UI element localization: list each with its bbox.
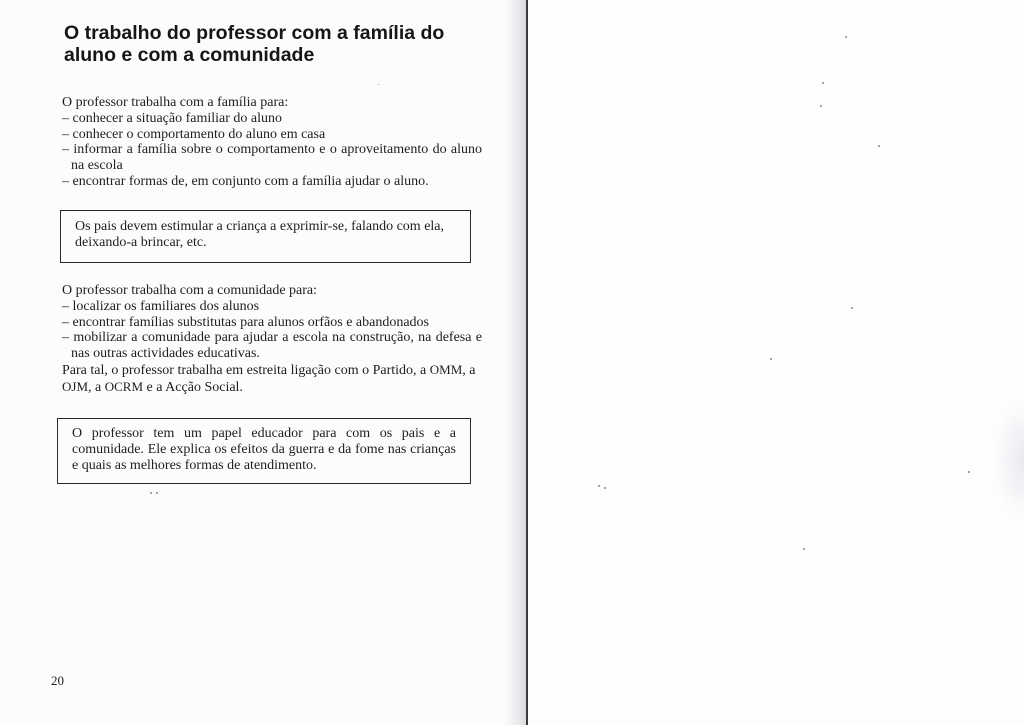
paper-speck: [822, 82, 824, 84]
page-curl-shadow: [994, 400, 1024, 520]
page-title: O trabalho do professor com a família do aluno e com a comunidade: [64, 22, 445, 66]
paper-speck: [803, 548, 805, 550]
community-intro: O professor trabalha com a comunidade para:: [62, 283, 318, 298]
family-section: [62, 95, 482, 190]
community-section: [62, 283, 482, 396]
list-item: – conhecer o comportamento do aluno em casa: [62, 126, 326, 142]
paper-speck: [150, 492, 152, 494]
paper-speck: [878, 145, 880, 147]
community-list: [62, 299, 482, 362]
family-intro: O professor trabalha com a família para:: [62, 95, 289, 110]
paper-speck: [968, 471, 970, 473]
list-item: – encontrar famílias substitutas para alunos orfãos e abandonados: [62, 314, 430, 330]
paper-speck: [851, 307, 853, 309]
page-number: 20: [51, 673, 64, 688]
educator-note-text: O professor tem um papel educador para com os pais e a comunidade. Ele explica os efeitos da guerra e da fome nas crianças e quais as melhores formas de atendimento.: [72, 426, 456, 473]
paper-speck: [604, 487, 606, 489]
org-omm: OMM: [429, 361, 463, 377]
book-spine-shadow: [505, 0, 527, 725]
educator-note-box: [57, 418, 471, 484]
org-ojm: OJM: [62, 378, 89, 394]
parents-note-box: [60, 210, 471, 263]
list-item: – conhecer a situação familiar do aluno: [62, 110, 283, 126]
community-closing: Para tal, o professor trabalha em estreita ligação com o Partido, a OMM, a OJM, a OCRM e a Acção Social.: [62, 361, 476, 395]
paper-speck: [378, 84, 379, 85]
parents-note-text: Os pais devem estimular a criança a exprimir-se, falando com ela, deixando-a brincar, etc.: [75, 219, 445, 250]
list-item: – informar a família sobre o comportamento e o aproveitamento do aluno na escola: [62, 142, 482, 174]
list-item: – mobilizar a comunidade para ajudar a escola na construção, na defesa e nas outras actividades educativas.: [62, 330, 482, 362]
paper-speck: [845, 36, 847, 38]
list-item: – localizar os familiares dos alunos: [62, 298, 260, 314]
right-page-blank: [528, 0, 1024, 725]
org-ocrm: OCRM: [104, 378, 144, 394]
paper-speck: [598, 485, 600, 487]
paper-speck: [770, 358, 772, 360]
list-item: – encontrar formas de, em conjunto com a família ajudar o aluno.: [62, 173, 429, 189]
paper-speck: [156, 492, 158, 494]
paper-speck: [820, 105, 822, 107]
family-list: [62, 111, 482, 190]
